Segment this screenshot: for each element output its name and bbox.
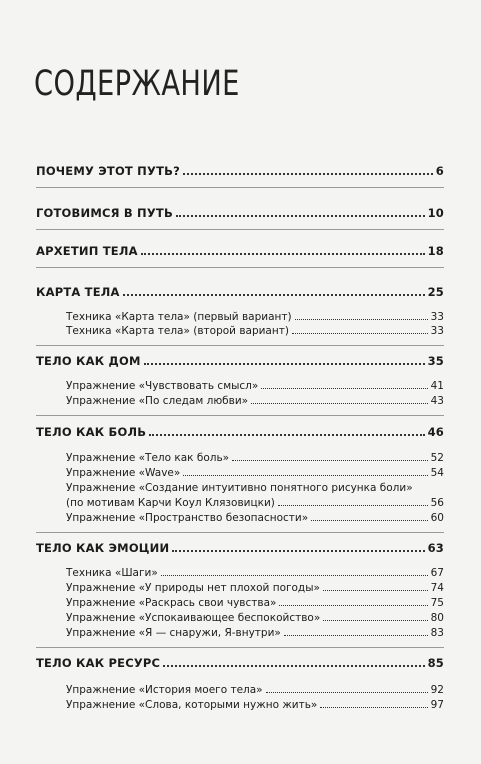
leader-dots [163, 664, 424, 667]
leader-dots [278, 504, 428, 506]
toc-item-label: Упражнение «По следам любви» [66, 395, 249, 407]
leader-dots [311, 519, 427, 521]
toc-item-label: Упражнение «Чувствовать смысл» [66, 380, 259, 392]
leader-dots [320, 706, 427, 708]
toc-item-row[interactable] [66, 567, 444, 579]
leader-dots [176, 214, 425, 217]
toc-page-number: 85 [427, 656, 444, 670]
toc-item-row[interactable] [66, 395, 444, 407]
toc-item-row[interactable] [66, 325, 444, 337]
leader-dots [323, 589, 428, 591]
toc-item-row[interactable] [66, 482, 444, 494]
leader-dots [261, 387, 427, 389]
leader-dots [149, 433, 424, 436]
leader-dots [161, 574, 428, 576]
toc-section-label: КАРТА ТЕЛА [36, 285, 120, 299]
leader-dots [292, 332, 428, 334]
toc-item-label: Упражнение «Я — снаружи, Я-внутри» [66, 627, 281, 639]
toc-item-label: Упражнение «Wave» [66, 467, 181, 479]
toc-item-label: Упражнение «Тело как боль» [66, 452, 230, 464]
toc-page-number: 33 [430, 325, 444, 337]
toc-page-number: 67 [430, 567, 444, 579]
toc-item-row[interactable] [66, 311, 444, 323]
toc-item-row[interactable] [66, 684, 444, 696]
toc-page-number: 10 [427, 206, 444, 220]
leader-dots [416, 490, 441, 491]
leader-dots [141, 252, 425, 255]
toc-page-number: 97 [430, 699, 444, 711]
leader-dots [284, 634, 428, 636]
toc-page-number: 6 [435, 164, 444, 178]
leader-dots [144, 362, 425, 365]
toc-item-label: Упражнение «У природы нет плохой погоды» [66, 582, 320, 594]
toc-page-number: 25 [427, 285, 444, 299]
leader-dots [323, 619, 427, 621]
toc-page-number: 52 [430, 452, 444, 464]
leader-dots [295, 318, 428, 320]
toc-page-number: 33 [430, 311, 444, 323]
toc-page-number: 74 [430, 582, 444, 594]
toc-item-label: Упражнение «Успокаивающее беспокойство» [66, 612, 321, 624]
leader-dots [251, 402, 428, 404]
toc-item-label: Техника «Карта тела» (первый вариант) [66, 311, 292, 323]
toc-page-number: 18 [427, 244, 444, 258]
toc-item-row[interactable] [66, 699, 444, 711]
toc-item-label: Техника «Шаги» [66, 567, 158, 579]
toc-section-label: ТЕЛО КАК ЭМОЦИИ [36, 541, 170, 555]
toc-section-label: АРХЕТИП ТЕЛА [36, 244, 138, 258]
toc-page-number: 54 [430, 467, 444, 479]
toc-section-label: ТЕЛО КАК РЕСУРС [36, 656, 161, 670]
toc-section-row[interactable] [36, 244, 444, 258]
toc-item-row[interactable] [66, 612, 444, 624]
toc-section-row[interactable] [36, 541, 444, 555]
toc-item-label: Техника «Карта тела» (второй вариант) [66, 325, 289, 337]
toc-item-row[interactable] [66, 582, 444, 594]
toc-item-row[interactable] [66, 597, 444, 609]
toc-item-label: Упражнение «История моего тела» [66, 684, 263, 696]
toc-item-row[interactable] [66, 627, 444, 639]
toc-item-row[interactable] [66, 452, 444, 464]
leader-dots [266, 691, 428, 693]
leader-dots [279, 604, 427, 606]
toc-section-label: ТЕЛО КАК БОЛЬ [36, 425, 147, 439]
toc-item-label: Упражнение «Создание интуитивно понятного рисунка боли» [66, 482, 413, 494]
toc-page-number: 83 [430, 627, 444, 639]
toc-page-number: 35 [427, 354, 444, 368]
toc-page-number: 43 [430, 395, 444, 407]
toc-section-row[interactable] [36, 425, 444, 439]
toc-page-number: 92 [430, 684, 444, 696]
toc-section-row[interactable] [36, 656, 444, 670]
toc-section-row[interactable] [36, 285, 444, 299]
toc-page-number: 80 [430, 612, 444, 624]
toc-section-label: ПОЧЕМУ ЭТОТ ПУТЬ? [36, 164, 180, 178]
toc-item-row[interactable] [66, 512, 444, 524]
toc-item-row[interactable] [66, 497, 444, 509]
toc-item-label: Упражнение «Раскрась свои чувства» [66, 597, 277, 609]
leader-dots [232, 459, 428, 461]
leader-dots [183, 172, 433, 175]
toc-page-number: 56 [430, 497, 444, 509]
toc-item-label: Упражнение «Пространство безопасности» [66, 512, 309, 524]
toc-page-number: 60 [430, 512, 444, 524]
toc-item-row[interactable] [66, 380, 444, 392]
toc-section-row[interactable] [36, 354, 444, 368]
leader-dots [183, 474, 427, 476]
toc-item-row[interactable] [66, 467, 444, 479]
toc-section-row[interactable] [36, 206, 444, 220]
toc-page-number: 63 [427, 541, 444, 555]
toc-page-number: 46 [427, 425, 444, 439]
toc-section-label: ТЕЛО КАК ДОМ [36, 354, 141, 368]
toc-section-label: ГОТОВИМСЯ В ПУТЬ [36, 206, 173, 220]
leader-dots [172, 549, 424, 552]
toc-item-label: (по мотивам Карчи Коул Клязовицки) [66, 497, 275, 509]
page-title: СОДЕРЖАНИЕ [34, 64, 240, 104]
toc-page-number: 75 [430, 597, 444, 609]
toc-section-row[interactable] [36, 164, 444, 178]
leader-dots [123, 293, 425, 296]
toc-item-label: Упражнение «Слова, которыми нужно жить» [66, 699, 318, 711]
toc-page-number: 41 [430, 380, 444, 392]
